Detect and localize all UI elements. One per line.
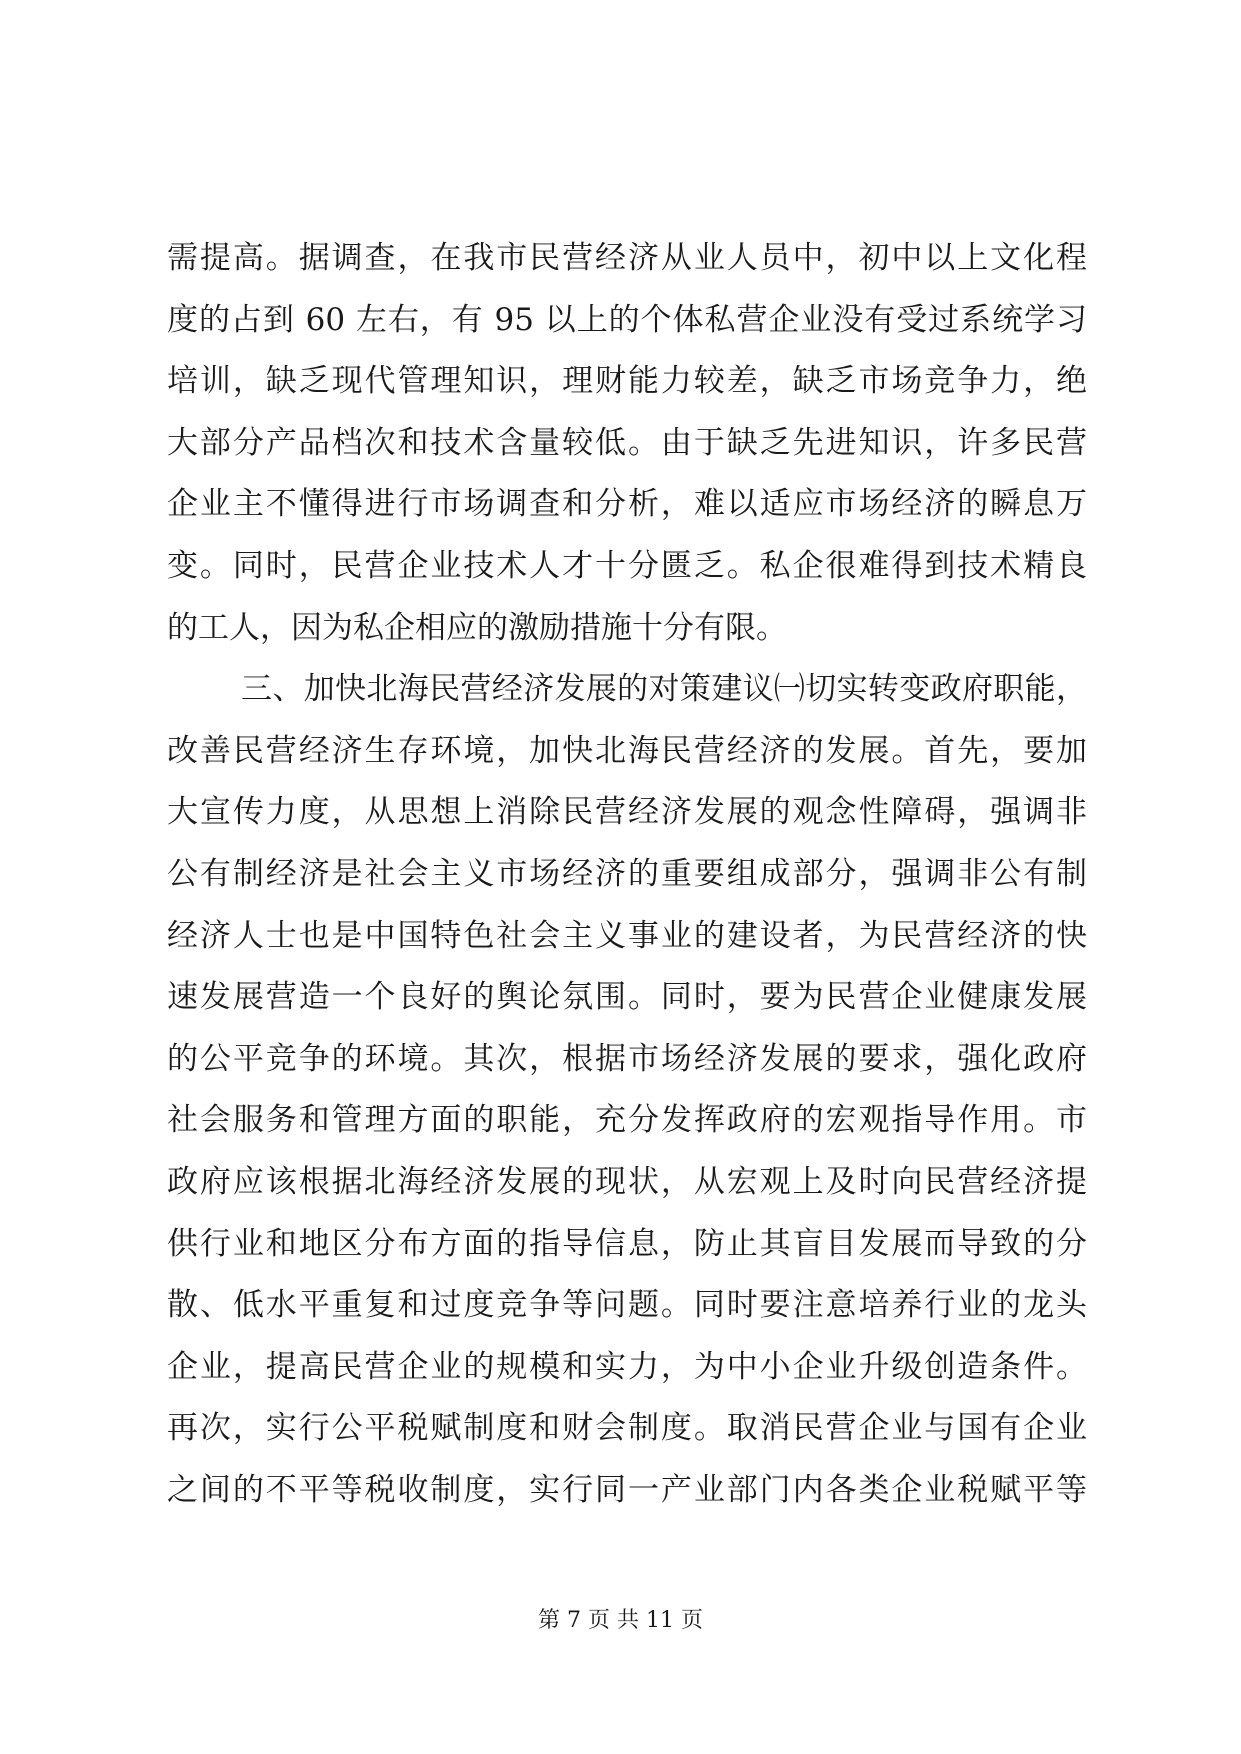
text-line: 大部分产品档次和技术含量较低。由于缺乏先进知识，许多民营: [167, 424, 1087, 461]
text-line: 度的占到 60 左右，有 95 以上的个体私营企业没有受过系统学习: [167, 301, 1087, 338]
text-line: 改善民营经济生存环境，加快北海民营经济的发展。首先，要加: [167, 732, 1087, 769]
text-line: 企业，提高民营企业的规模和实力，为中小企业升级创造条件。: [167, 1348, 1087, 1385]
text-line: 培训，缺乏现代管理知识，理财能力较差，缺乏市场竞争力，绝: [167, 363, 1087, 400]
text-line: 的公平竞争的环境。其次，根据市场经济发展的要求，强化政府: [167, 1040, 1087, 1077]
text-line: 政府应该根据北海经济发展的现状，从宏观上及时向民营经济提: [167, 1163, 1087, 1200]
text-line: 变。同时，民营企业技术人才十分匮乏。私企很难得到技术精良: [167, 547, 1087, 584]
text-line: 企业主不懂得进行市场调查和分析，难以适应市场经济的瞬息万: [167, 486, 1087, 523]
text-line: 需提高。据调查，在我市民营经济从业人员中，初中以上文化程: [167, 240, 1087, 276]
body-text: [167, 228, 1087, 1521]
text-line: 再次，实行公平税赋制度和财会制度。取消民营企业与国有企业: [167, 1410, 1087, 1447]
text-line: 大宣传力度，从思想上消除民营经济发展的观念性障碍，强调非: [167, 794, 1087, 831]
text-line: 速发展营造一个良好的舆论氛围。同时，要为民营企业健康发展: [167, 979, 1087, 1016]
text-line: 经济人士也是中国特色社会主义事业的建设者，为民营经济的快: [167, 917, 1087, 954]
text-line: 供行业和地区分布方面的指导信息，防止其盲目发展而导致的分: [167, 1225, 1087, 1262]
text-line: 的工人，因为私企相应的激励措施十分有限。: [167, 609, 787, 646]
text-line: 之间的不平等税收制度，实行同一产业部门内各类企业税赋平等: [167, 1471, 1087, 1508]
paragraph-start-line: 三、加快北海民营经济发展的对策建议㈠切实转变政府职能，: [241, 671, 1087, 708]
text-line: 公有制经济是社会主义市场经济的重要组成部分，强调非公有制: [167, 855, 1087, 892]
text-line: 散、低水平重复和过度竞争等问题。同时要注意培养行业的龙头: [167, 1287, 1087, 1324]
page-number-footer: 第 7 页 共 11 页: [538, 1608, 703, 1633]
text-line: 社会服务和管理方面的职能，充分发挥政府的宏观指导作用。市: [167, 1102, 1087, 1139]
